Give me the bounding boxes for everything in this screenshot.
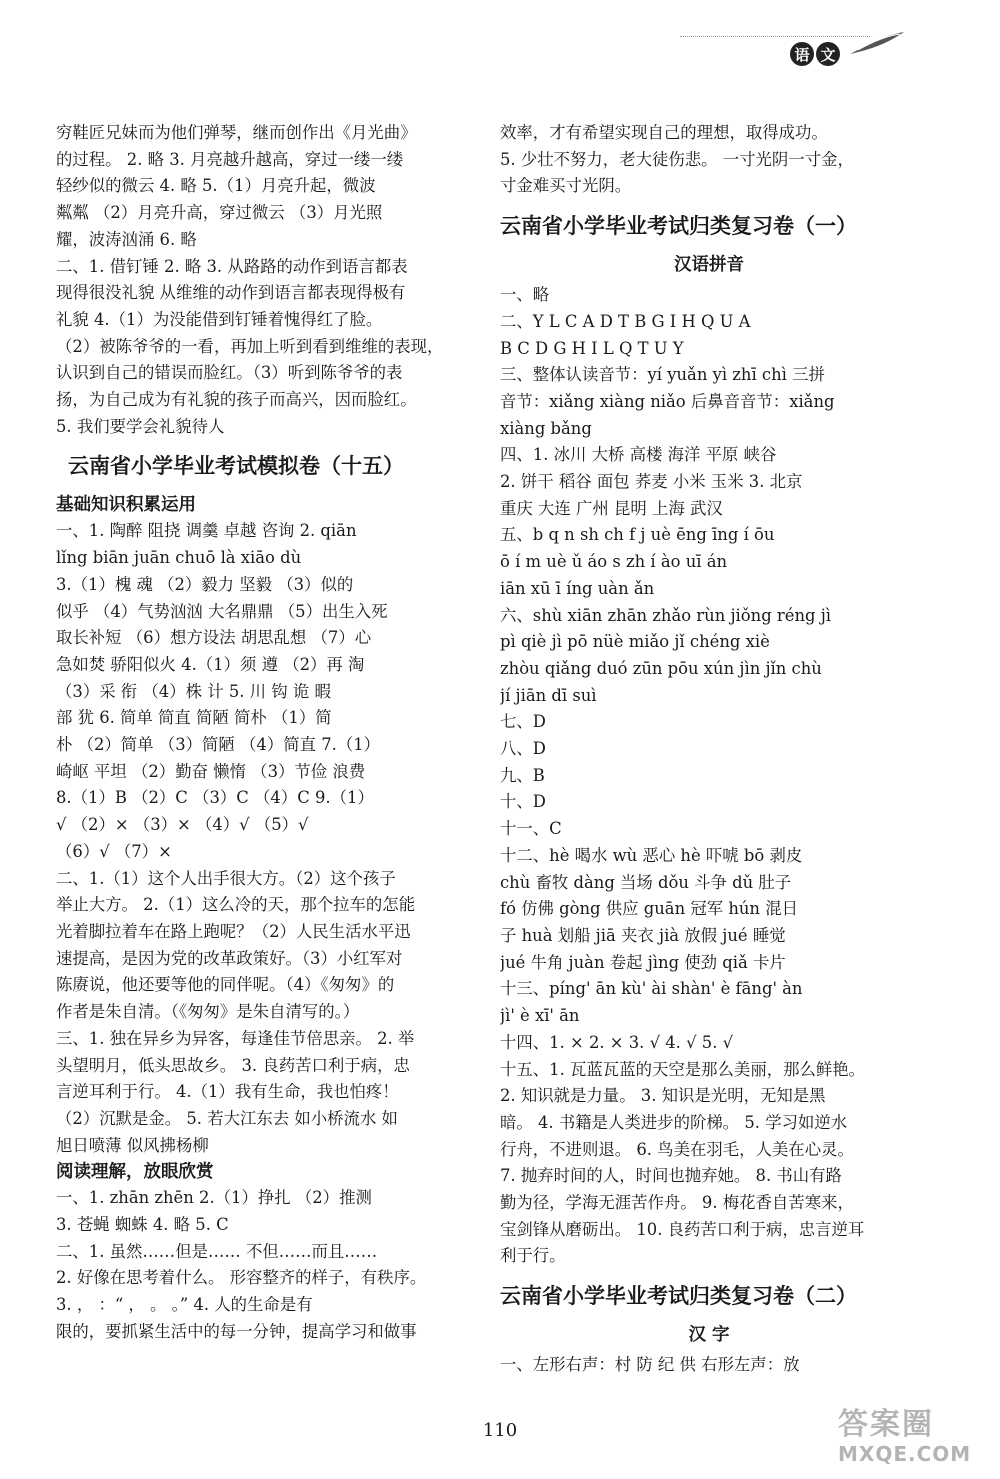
answer-line: 穷鞋匠兄妹而为他们弹琴，继而创作出《月光曲》 [56,123,417,142]
answer-line: 2. 饼干 稻谷 面包 荞麦 小米 玉米 3. 北京 [500,472,803,492]
answer-line: 部 犹 6. 简单 简直 简陋 简朴 （1）简 [56,708,332,728]
answer-line: lǐng biān juān chuō là xiāo dù [56,548,302,568]
answer-line: zhòu qiǎng duó zūn pōu xún jìn jǐn chù [500,658,822,678]
answer-line: 一、略 [500,285,550,305]
answer-line: 现得很没礼貌 从维维的动作到语言都表现得极有 [56,283,406,303]
answer-line: 五、b q n sh ch f j uè ēng īng í ōu [500,525,775,545]
answer-line: 作者是朱自清。（《匆匆》是朱自清写的。） [56,1002,360,1022]
answer-line: 十一、C [500,819,562,839]
answer-line: 光着脚拉着车在路上跑呢？（2）人民生活水平迅 [56,921,411,941]
answer-line: pì qiè jì pō nüè miǎo jǐ chéng xiè [500,632,770,652]
subject-char-2: 文 [816,42,840,66]
answer-line: fó 仿佛 gòng 供应 guān 冠军 hún 混日 [500,899,798,919]
answer-line: 2. 好像在思考着什么。 形容整齐的样子，有秩序。 [56,1268,427,1288]
answer-line: jí jiān dī suì [500,685,597,705]
answer-line: 崎岖 平坦 （2）勤奋 懒惰 （3）节俭 浪费 [56,761,366,781]
answer-line: 2. 知识就是力量。 3. 知识是光明，无知是黑 [500,1086,826,1106]
answer-line: jué 牛角 juàn 卷起 jìng 使劲 qiǎ 卡片 [500,952,786,972]
answer-line: 言逆耳利于行。 4.（1）我有生命，我也怕疼！ [56,1082,399,1102]
answer-line: 子 huà 划船 jiā 夹衣 jià 放假 jué 睡觉 [500,925,786,945]
watermark-domain: MXQE.COM [838,1442,972,1466]
left-column [56,120,474,1346]
section-title: 云南省小学毕业考试归类复习卷（二） [500,1284,857,1309]
answer-line: 六、shù xiān zhān zhǎo rùn jiǒng réng jì [500,605,832,625]
answer-line: 寸金难买寸光阴。 [500,176,632,196]
answer-line: 取长补短 （6）想方设法 胡思乱想 （7）心 [56,628,372,648]
page-number: 110 [482,1420,518,1441]
answer-line: 宝剑锋从磨砺出。 10. 良药苦口利于病，忠言逆耳 [500,1219,865,1239]
answer-line: 3. ， ：“ ， 。 。” 4. 人的生命是有 [56,1295,313,1315]
answer-line: 二、Y L C A D T B G I H Q U A [500,311,751,331]
subject-badge [790,42,840,66]
answer-line: 四、1. 冰川 大桥 高楼 海洋 平原 峡谷 [500,445,777,465]
header-rule [680,36,870,37]
answer-line: √ （2）× （3）× （4）√ （5）√ [56,815,309,835]
answer-line: 三、1. 独在异乡为异客，每逢佳节倍思亲。 2. 举 [56,1028,415,1048]
answer-line: 八、D [500,739,546,759]
answer-line: 轻纱似的微云 4. 略 5.（1）月亮升起，微波 [56,176,376,196]
answer-line: （2）沉默是金。 5. 若大江东去 如小桥流水 如 [56,1108,398,1128]
answer-line: 头望明月，低头思故乡。 3. 良药苦口利于病，忠 [56,1055,410,1075]
answer-line: ō í m uè ǔ áo s zh í ào uī án [500,552,728,572]
answer-line: xiàng bǎng [500,418,592,438]
answer-line: 十五、1. 瓦蓝瓦蓝的天空是那么美丽，那么鲜艳。 [500,1059,866,1079]
answer-line: （6）√ （7）× [56,841,172,861]
answer-line: 十四、1. × 2. × 3. √ 4. √ 5. √ [500,1032,734,1052]
watermark-logo [838,1408,988,1470]
answer-line: 8.（1）B （2）C （3）C （4）C 9.（1） [56,788,374,808]
answer-line: 耀，波涛汹涌 6. 略 [56,229,197,249]
answer-line: chù 畜牧 dàng 当场 dǒu 斗争 dǔ 肚子 [500,872,792,892]
answer-line: 行舟，不进则退。 6. 鸟美在羽毛，人美在心灵。 [500,1139,854,1159]
section-title: 云南省小学毕业考试归类复习卷（一） [500,214,857,239]
answer-line: 认识到自己的错误而脸红。（3）听到陈爷爷的表 [56,363,403,383]
answer-line: （2）被陈爷爷的一看，再加上听到看到维维的表现， [56,336,444,356]
answer-line: 十、D [500,792,546,812]
answer-line: 效率，才有希望实现自己的理想，取得成功。 [500,123,828,142]
answer-line: jì' è xī' ān [500,1006,580,1026]
answer-line: 陈赓说，他还要等他的同伴呢。（4）《匆匆》的 [56,975,395,995]
answer-line: 十二、hè 喝水 wù 恶心 hè 吓唬 bō 剥皮 [500,845,803,865]
answer-line: 重庆 大连 广州 昆明 上海 武汉 [500,498,723,518]
answer-line: 朴 （2）简单 （3）简陋 （4）简直 7.（1） [56,735,381,755]
watermark-text: 答案圈 [838,1407,934,1442]
subsection-title: 汉语拼音 [674,255,744,276]
answer-line: 扬，为自己成为有礼貌的孩子而高兴，因而脸红。 [56,390,417,410]
subsection-title: 汉 字 [688,1325,730,1346]
answer-line: 5. 少壮不努力，老大徒伤悲。 一寸光阴一寸金， [500,149,854,169]
answer-line: 3. 苍蝇 蜘蛛 4. 略 5. C [56,1215,229,1235]
answer-line: 旭日喷薄 似风拂杨柳 [56,1135,209,1155]
answer-line: 一、1. zhān zhēn 2.（1）挣扎 （2）推测 [56,1188,372,1208]
answer-line: B C D G H I L Q T U Y [500,338,684,358]
answer-line: （3）采 衔 （4）株 计 5. 川 钩 诡 暇 [56,681,331,701]
answer-line: 音节：xiǎng xiàng niǎo 后鼻音音节：xiǎng [500,391,835,411]
answer-line: 7. 抛弃时间的人，时间也抛弃她。 8. 书山有路 [500,1166,842,1186]
answer-line: 九、B [500,765,545,785]
answer-line: 似乎 （4）气势汹汹 大名鼎鼎 （5）出生入死 [56,601,388,621]
answer-line: iān xū ī íng uàn ǎn [500,578,655,598]
answer-line: 急如焚 骄阳似火 4.（1）须 遵 （2）再 淘 [56,654,365,674]
answer-line: 勤为径，学海无涯苦作舟。 9. 梅花香自苦寒来， [500,1193,854,1213]
subsection-title: 阅读理解，放眼欣赏 [56,1162,214,1183]
answer-line: 利于行。 [500,1246,566,1266]
subsection-title: 基础知识积累运用 [56,495,196,516]
answer-line: 3.（1）槐 魂 （2）毅力 坚毅 （3）似的 [56,574,354,594]
answer-line: 三、整体认读音节：yí yuǎn yì zhī chì 三拼 [500,365,825,385]
answer-line: 二、1. 借钉锤 2. 略 3. 从路路的动作到语言都表 [56,256,408,276]
answer-line: 速提高，是因为党的改革政策好。（3）小红军对 [56,948,403,968]
answer-line: 粼粼 （2）月亮升高，穿过微云 （3）月光照 [56,203,383,223]
answer-line: 一、1. 陶醉 阻挠 调羹 卓越 咨询 2. qiān [56,521,357,541]
answer-line: 举止大方。 2.（1）这么冷的天，那个拉车的怎能 [56,895,416,915]
answer-line: 二、1.（1）这个人出手很大方。（2）这个孩子 [56,868,396,888]
answer-line: 限的，要抓紧生活中的每一分钟，提高学习和做事 [56,1321,417,1341]
answer-line: 礼貌 4.（1）为没能借到钉锤着愧得红了脸。 [56,309,383,329]
answer-line: 暗。 4. 书籍是人类进步的阶梯。 5. 学习如逆水 [500,1112,848,1132]
answer-line: 十三、píng' ān kù' ài shàn' è fāng' àn [500,979,803,999]
answer-line: 二、1. 虽然……但是…… 不但……而且…… [56,1241,378,1261]
answer-line: 一、左形右声：村 防 纪 供 右形左声：放 [500,1355,800,1375]
section-title: 云南省小学毕业考试模拟卷（十五） [68,454,404,479]
answer-line: 5. 我们要学会礼貌待人 [56,416,225,436]
subject-char-1: 语 [790,42,814,66]
leaf-icon [848,30,906,56]
answer-line: 七、D [500,712,546,732]
answer-line: 的过程。 2. 略 3. 月亮越升越高，穿过一缕一缕 [56,149,404,169]
right-column [500,120,918,1379]
